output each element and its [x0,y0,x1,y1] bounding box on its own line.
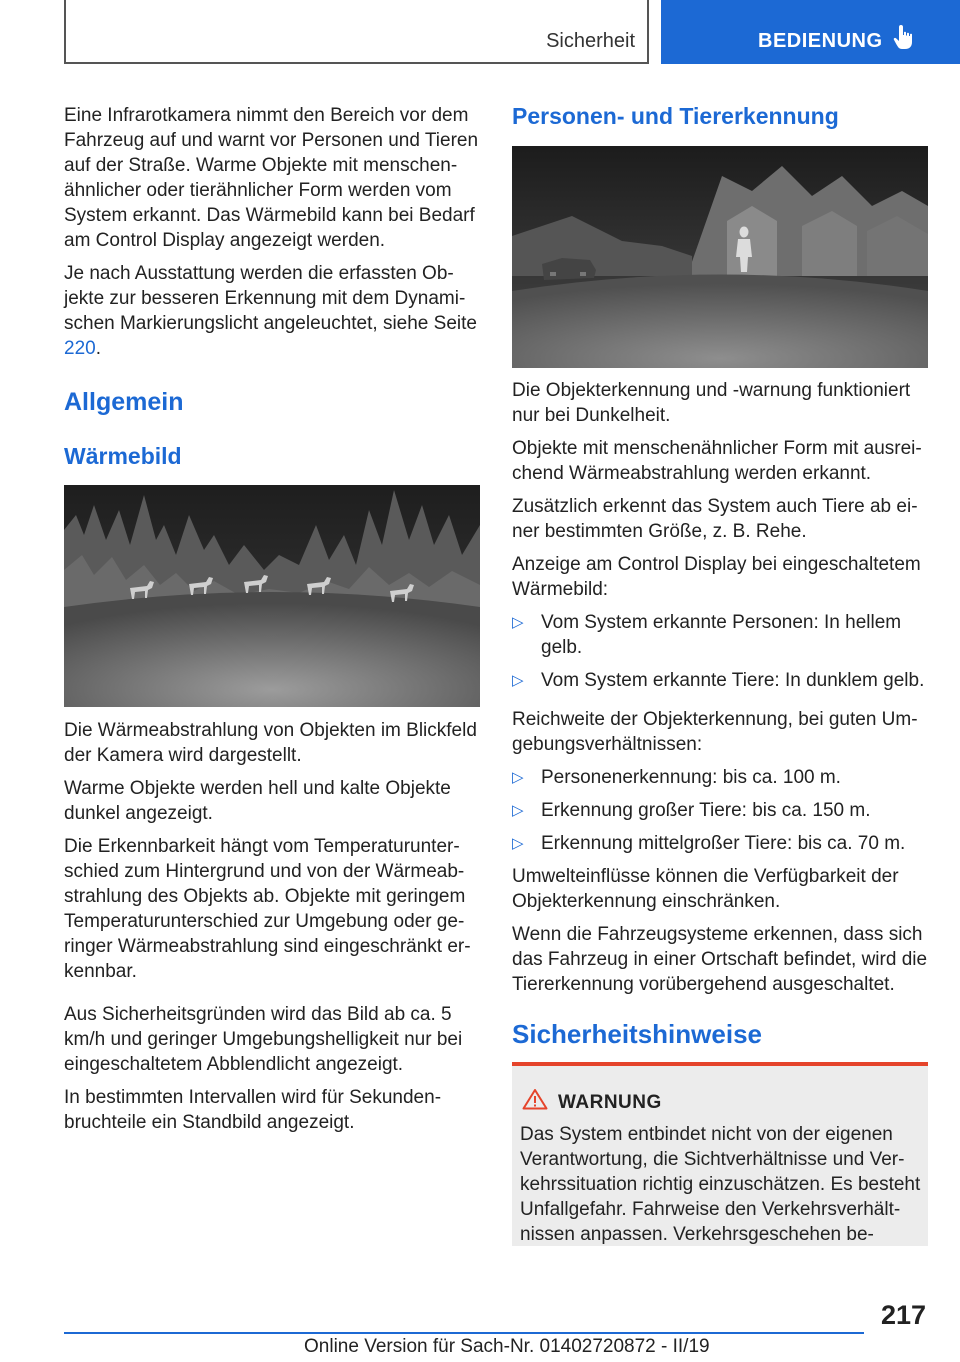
body-paragraph-2: Warme Objekte werden hell und kalte Objekte dunkel angezeigt. [64,778,451,824]
warning-title: WARNUNG [558,1092,662,1113]
footer-divider [64,1332,864,1334]
right-paragraph-2: Objekte mit menschenähnlicher Form mit ausreichend Wärmeabstrahlung werden erkannt. [512,438,922,484]
list-item-text: Personenerkennung: bis ca. 100 m. [541,767,841,788]
right-column-body [512,378,932,1005]
list-item [512,798,932,823]
list-item-text: Erkennung großer Tiere: bis ca. 150 m. [541,800,871,821]
right-paragraph-5: Reichweite der Objekterkennung, bei guten Umgebungsverhältnissen: [512,709,918,755]
body-paragraph-3: Die Erkennbarkeit hängt vom Temperaturunterschied zum Hintergrund und von der Wärmeabstrahlung des Objekts ab. Objekte mit geringem Temperaturunterschied zur Umgebung oder geringer Wärmeabstrahlung sind eingeschränkt erkennbar. [64,836,471,982]
thermal-image-animals [64,485,480,707]
list-item-text: Erkennung mittelgroßer Tiere: bis ca. 70 m. [541,833,906,854]
heading-allgemein: Allgemein [64,388,184,416]
chapter-tab[interactable] [661,0,960,64]
list-item [512,668,932,693]
right-paragraph-3: Zusätzlich erkennt das System auch Tiere ab einer bestimmten Größe, z. B. Rehe. [512,496,918,542]
triangle-bullet-icon: ▷ [512,802,524,819]
intro-paragraph-1: Eine Infrarotkamera nimmt den Bereich vor dem Fahrzeug auf und warnt vor Personen und Tieren auf der Straße. Warme Objekte mit menschenähnlicher oder tierähnlicher Form werden vom System erkannt. Das Wärmebild kann bei Bedarf am Control Display angezeigt werden. [64,105,479,251]
right-paragraph-7: Wenn die Fahrzeugsysteme erkennen, dass sich das Fahrzeug in einer Ortschaft befindet, wird die Tiererkennung vorübergehend ausgeschaltet. [512,924,928,995]
left-column-body [64,718,484,1143]
left-column-intro [64,103,484,369]
triangle-bullet-icon: ▷ [512,769,524,786]
intro-paragraph-2-end: . [95,338,101,359]
list-item-text: Vom System erkannte Personen: In hellem gelb. [541,612,902,658]
body-paragraph-1: Die Wärmeabstrahlung von Objekten im Blickfeld der Kamera wird dargestellt. [64,720,477,766]
hand-pointer-icon [893,24,915,55]
warning-text: Das System entbindet nicht von der eigenen Verantwortung, die Sichtverhältnisse und Verkehrssituation richtig einzuschätzen. Es besteht Unfallgefahr. Fahrweise den Verkehrsverhältnissen anpassen. Verkehrsgeschehen be- [520,1124,921,1245]
body-paragraph-5: In bestimmten Intervallen wird für Sekundenbruchteile ein Standbild angezeigt. [64,1087,442,1133]
body-paragraph-4: Aus Sicherheitsgründen wird das Bild ab ca. 5 km/h und geringer Umgebungshelligkeit nur bei eingeschaltetem Abblendlicht angezeigt. [64,1004,463,1075]
thermal-image-pedestrian [512,146,928,368]
heading-personen-tiererkennung: Personen- und Tiererkennung [512,103,839,129]
right-paragraph-4: Anzeige am Control Display bei eingeschaltetem Wärmebild: [512,554,921,600]
page-number: 217 [880,1300,926,1330]
intro-paragraph-2 [64,261,484,361]
heading-waermebild: Wärmebild [64,443,182,469]
heading-sicherheitshinweise: Sicherheitshinweise [512,1019,762,1049]
list-item-text: Vom System erkannte Tiere: In dunklem gelb. [541,670,925,691]
page-reference-link[interactable]: 220 [64,338,96,359]
warning-box [512,1062,928,1246]
intro-paragraph-2-text: Je nach Ausstattung werden die erfassten Objekte zur besseren Erkennung mit dem Dynamischen Markierungslicht angeleuchtet, siehe Seite [64,263,477,334]
warning-triangle-icon [522,1088,548,1115]
chapter-tab-label: BEDIENUNG [758,30,883,52]
triangle-bullet-icon: ▷ [512,835,524,852]
range-list [512,765,932,856]
highlight-color-list [512,610,932,693]
right-paragraph-6: Umwelteinflüsse können die Verfügbarkeit der Objekterkennung einschränken. [512,866,899,912]
list-item [512,831,932,856]
list-item [512,765,932,790]
section-title: Sicherheit [546,30,635,52]
triangle-bullet-icon: ▷ [512,614,524,631]
footer-text: Online Version für Sach-Nr. 01402720872 - II/19 [304,1336,710,1357]
triangle-bullet-icon: ▷ [512,672,524,689]
list-item [512,610,932,660]
right-paragraph-1: Die Objekterkennung und -warnung funktioniert nur bei Dunkelheit. [512,380,911,426]
